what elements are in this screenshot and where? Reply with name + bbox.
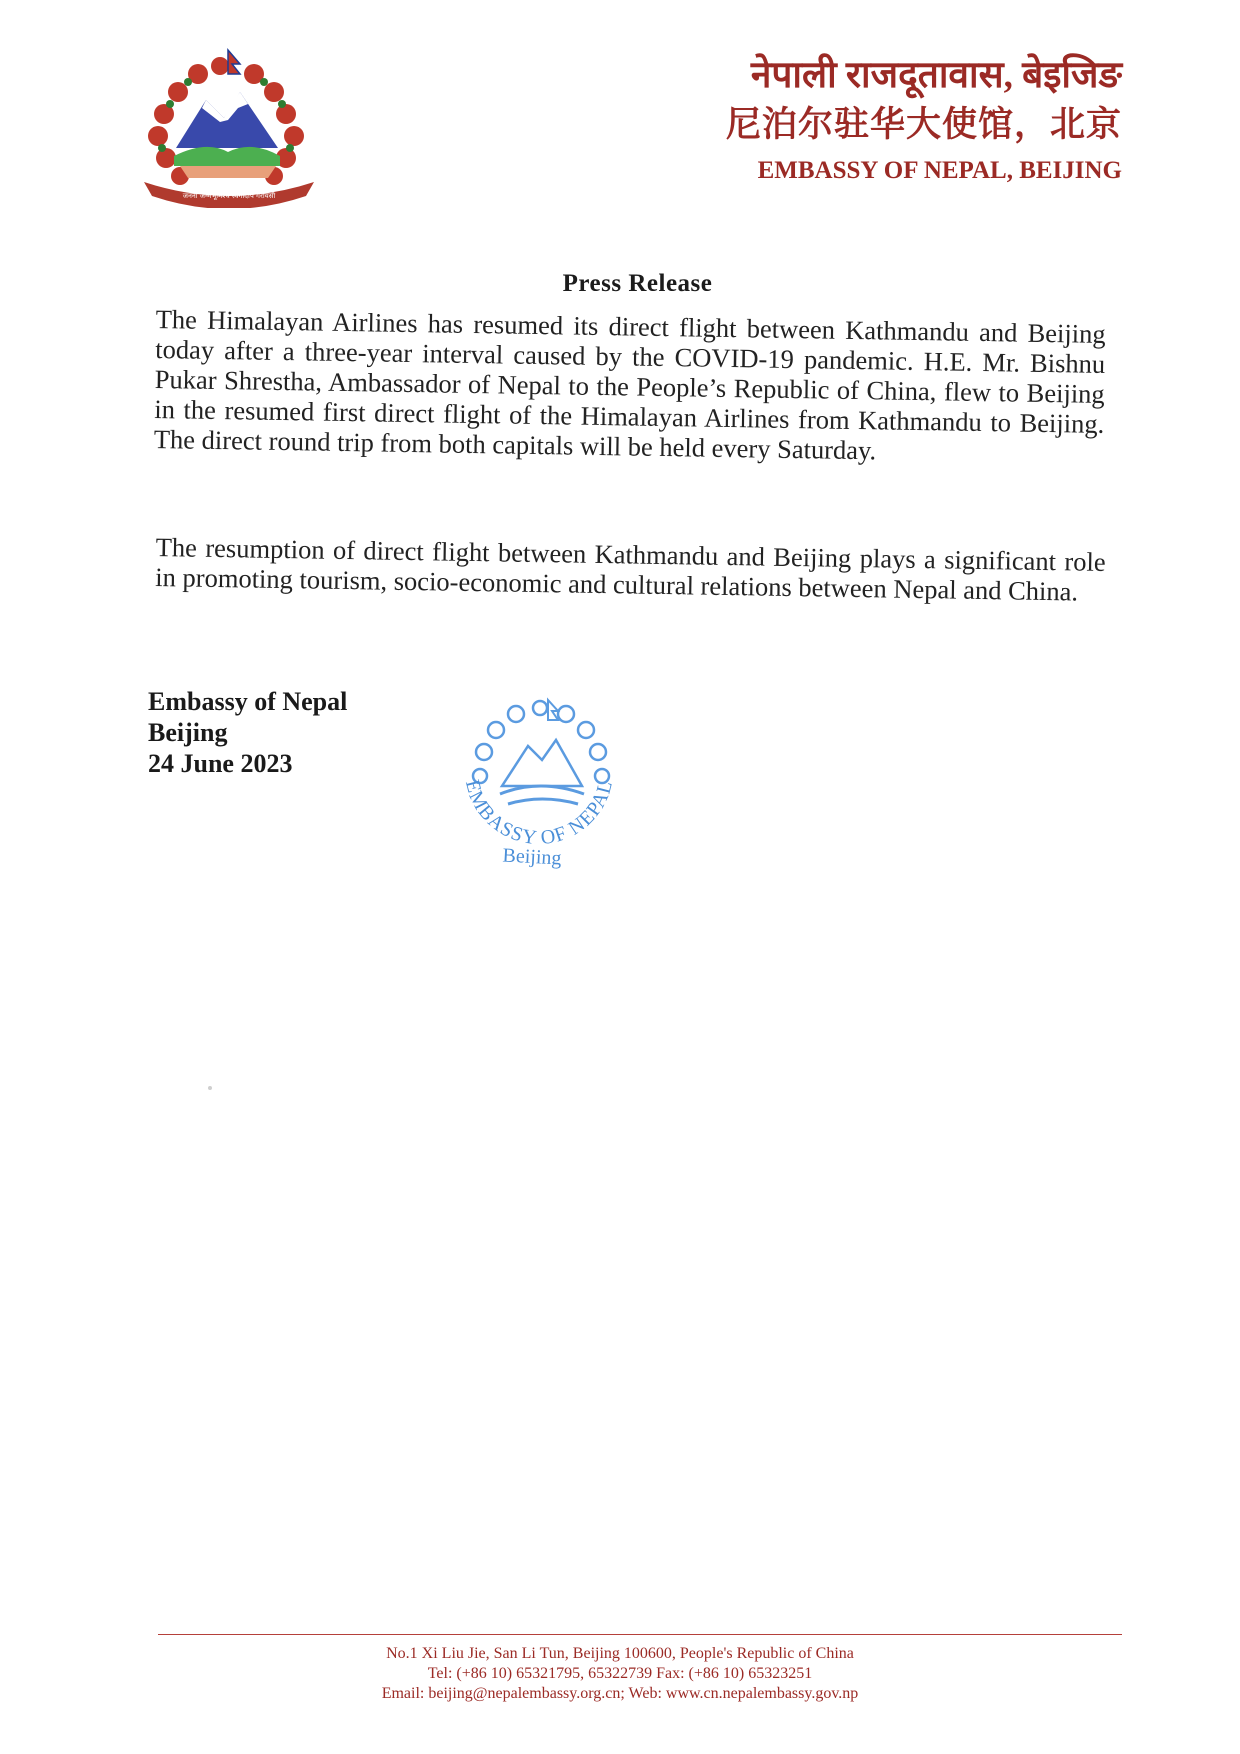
press-release-title: Press Release	[562, 270, 713, 297]
signature-block	[148, 686, 347, 779]
scan-speck	[208, 1086, 212, 1090]
stamp-city: Beijing	[502, 844, 562, 870]
footer-contact: Email: beijing@nepalembassy.org.cn; Web: www.cn.nepalembassy.gov.np	[381, 1685, 859, 1702]
signature-date: 24 June 2023	[148, 749, 293, 778]
letterhead-nepali: नेपाली राजदूतावास, बेइजिङ	[750, 55, 1122, 96]
letterhead-chinese: 尼泊尔驻华大使馆，北京	[725, 105, 1122, 144]
letterhead	[726, 52, 1122, 188]
svg-text:EMBASSY OF NEPAL	[461, 778, 617, 849]
nepal-emblem-icon	[136, 44, 322, 208]
letterhead-english: EMBASSY OF NEPAL, BEIJING	[757, 157, 1122, 184]
stamp-text: EMBASSY OF NEPAL	[460, 777, 618, 850]
footer-address: No.1 Xi Liu Jie, San Li Tun, Beijing 100600, People's Republic of China	[386, 1645, 854, 1662]
footer-phone: Tel: (+86 10) 65321795, 65322739 Fax: (+86 10) 65323251	[427, 1665, 813, 1682]
signature-city: Beijing	[148, 718, 228, 747]
emblem-banner-text: जननी जन्मभूमिश्च स्वर्गादपि गरीयसी	[182, 192, 276, 200]
footer-divider	[158, 1634, 1122, 1635]
body-paragraph-2: The resumption of direct flight between Kathmandu and Beijing plays a significant role in promoting tourism, socio-economic and cultural relations between Nepal and China.	[155, 532, 1106, 607]
signature-org: Embassy of Nepal	[148, 687, 348, 716]
body-paragraph-1: The Himalayan Airlines has resumed its direct flight between Kathmandu and Beijing today after a three-year interval caused by the COVID-19 pandemic. H.E. Mr. Bishnu Pukar Shrestha, Ambassador of Nepal to the People’s Republic of China, flew to Beijing in the resumed first direct flight of the Himalayan Airlines from Kathmandu to Beijing. The direct round trip from both capitals will be held every Saturday.	[153, 304, 1106, 466]
footer	[0, 1644, 1240, 1704]
